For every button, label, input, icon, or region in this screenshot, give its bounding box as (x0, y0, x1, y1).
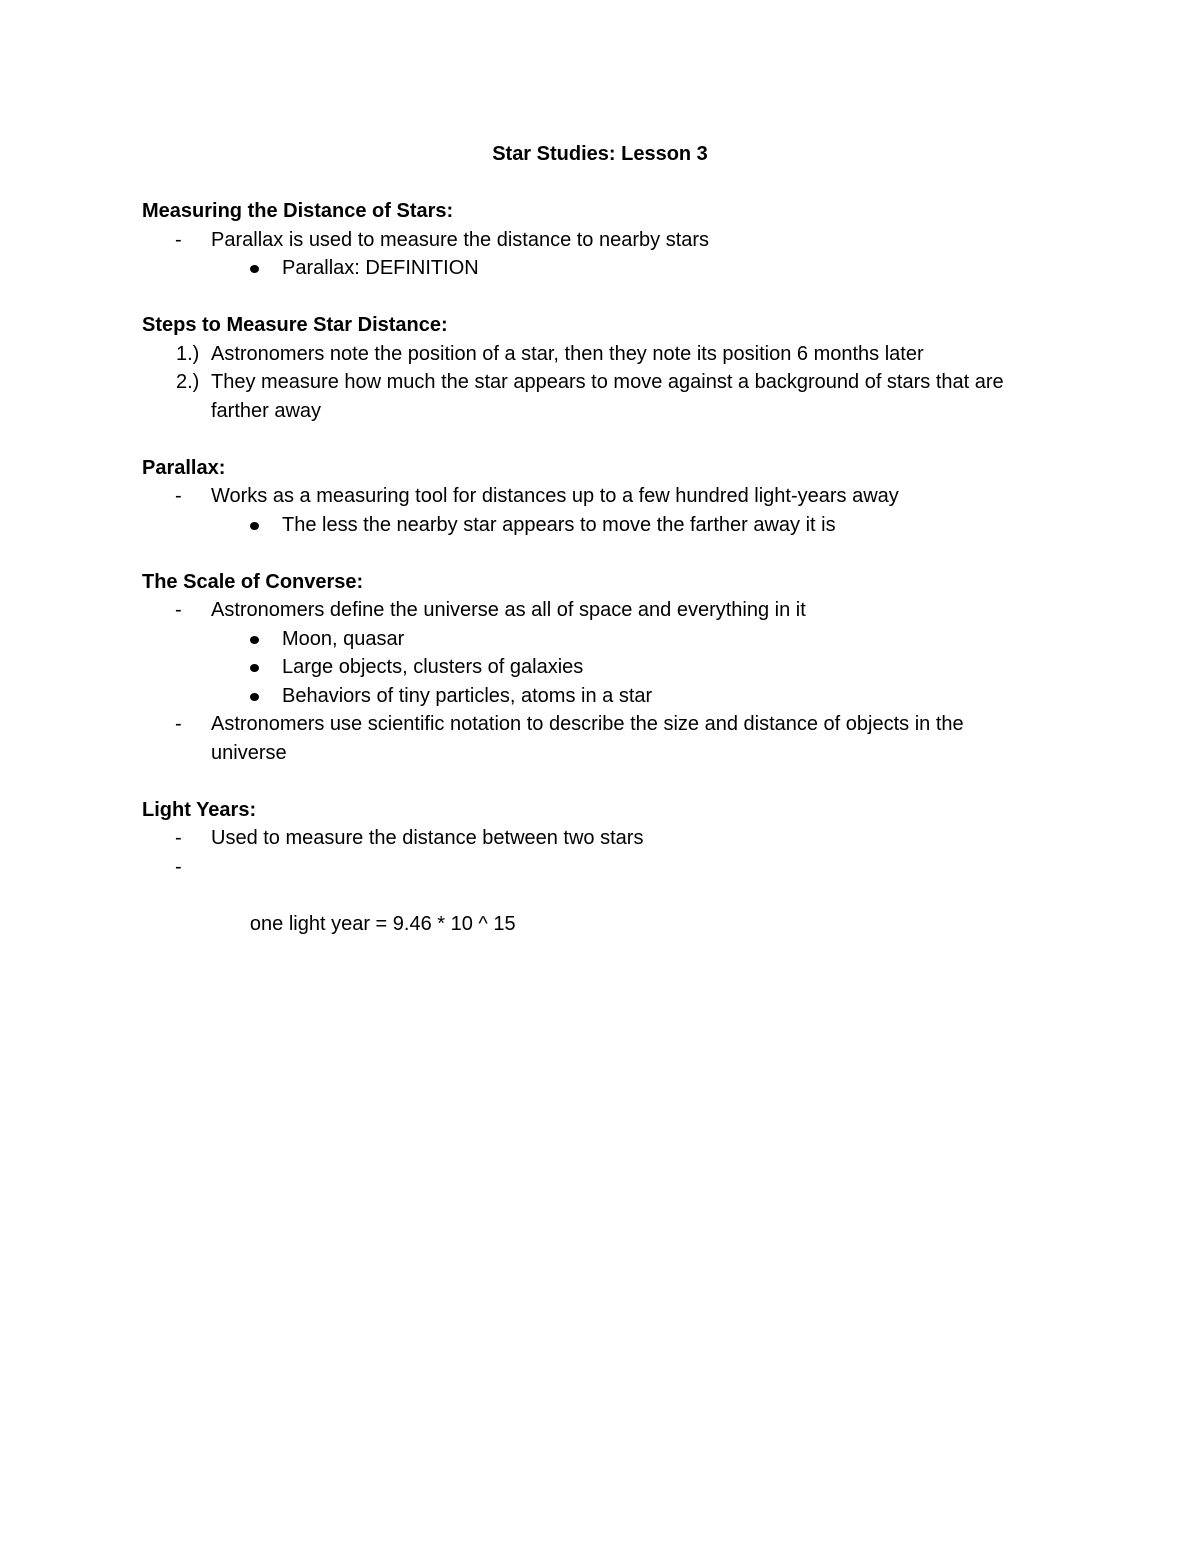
number-marker: 1.) (176, 342, 200, 365)
section-steps (142, 311, 1042, 425)
section-heading: Steps to Measure Star Distance: (142, 314, 448, 336)
dash-marker: - (175, 228, 182, 251)
number-marker: 2.) (176, 371, 200, 393)
section-heading: Measuring the Distance of Stars: (142, 200, 454, 222)
list-item (142, 710, 1042, 767)
list-item-text: They measure how much the star appears to move against a background of stars that are farther away (211, 371, 1004, 422)
bullet-icon (250, 664, 259, 672)
list-item (142, 340, 1042, 369)
list-item-text: Parallax: DEFINITION (282, 257, 479, 279)
section-scale-of-converse (142, 568, 1042, 768)
document-title: Star Studies: Lesson 3 (492, 143, 708, 165)
list-item (142, 226, 1042, 255)
list-item-text: Astronomers note the position of a star, then they note its position 6 months later (211, 342, 924, 365)
dash-marker: - (175, 485, 182, 507)
list-item-text: Works as a measuring tool for distances up to a few hundred light-years away (211, 485, 899, 507)
bullet-icon (250, 522, 259, 530)
list-item-text: Parallax is used to measure the distance to nearby stars (211, 228, 710, 251)
list-item (142, 511, 1042, 540)
document-page (142, 140, 1042, 967)
dash-marker: - (175, 713, 182, 735)
list-item (142, 653, 1042, 682)
section-heading: Light Years: (142, 798, 257, 821)
list-item (142, 625, 1042, 654)
bullet-icon (250, 636, 259, 644)
bullet-icon (250, 265, 259, 273)
list-item (142, 254, 1042, 283)
dash-marker: - (175, 855, 182, 878)
dash-marker: - (175, 599, 182, 621)
list-item-text: one light year = 9.46 * 10 ^ 15 (244, 912, 516, 935)
section-heading: The Scale of Converse: (142, 570, 364, 593)
list-item (142, 853, 1042, 967)
list-item (142, 824, 1042, 853)
dash-marker: - (175, 827, 182, 849)
list-item-text: Used to measure the distance between two stars (211, 827, 644, 849)
list-item (142, 482, 1042, 511)
bullet-icon (250, 693, 259, 701)
list-item-text: Moon, quasar (282, 627, 405, 650)
list-item-text: The less the nearby star appears to move the farther away it is (282, 513, 836, 536)
list-item-text: Large objects, clusters of galaxies (282, 656, 584, 678)
section-light-years (142, 796, 1042, 967)
list-item-text: Astronomers use scientific notation to describe the size and distance of objects in the universe (211, 713, 964, 764)
list-item (142, 682, 1042, 711)
section-measuring-distance (142, 197, 1042, 283)
section-parallax (142, 454, 1042, 540)
list-item (142, 368, 1042, 425)
list-item-text: Behaviors of tiny particles, atoms in a star (282, 684, 653, 707)
list-item (142, 596, 1042, 625)
section-heading: Parallax: (142, 456, 226, 479)
list-item-text: Astronomers define the universe as all of space and everything in it (211, 599, 806, 621)
